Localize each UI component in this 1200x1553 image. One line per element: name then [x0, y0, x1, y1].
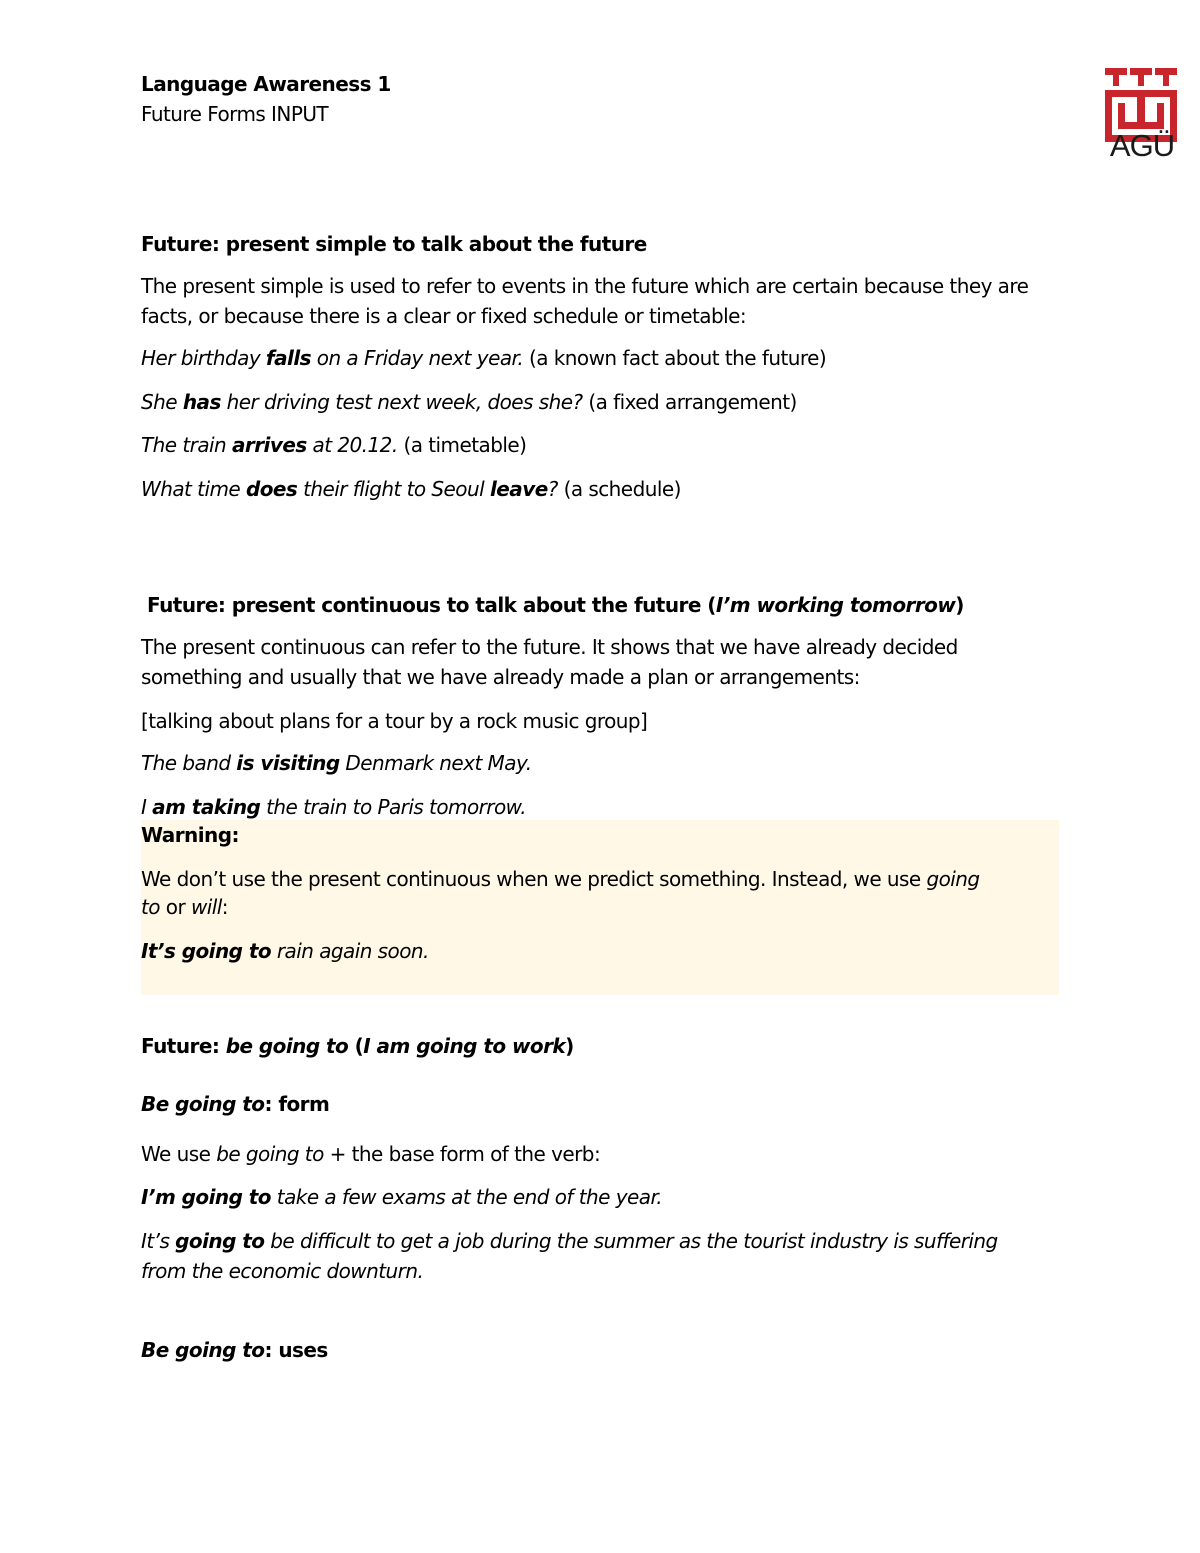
- section3-subheading-form: Be going to: form: [141, 1092, 330, 1116]
- section1-heading: Future: present simple to talk about the future: [141, 232, 647, 256]
- section3-example-1: I’m going to take a few exams at the end of the year.: [141, 1185, 663, 1209]
- section1-example-3: The train arrives at 20.12. (a timetable): [141, 433, 527, 457]
- warning-text-line2: to or will:: [141, 895, 228, 919]
- section2-example-2: I am taking the train to Paris tomorrow.: [141, 795, 527, 819]
- section3-subheading-uses: Be going to: uses: [141, 1338, 328, 1362]
- warning-title: Warning:: [141, 823, 239, 847]
- section3-form-text: We use be going to + the base form of the verb:: [141, 1142, 601, 1166]
- section3-heading: Future: be going to (I am going to work): [141, 1034, 574, 1058]
- warning-example: It’s going to rain again soon.: [141, 939, 429, 963]
- section3-example-2: It’s going to be difficult to get a job during the summer as the tourist industry is suffering from the economic downturn.: [141, 1229, 998, 1283]
- section2-context: [talking about plans for a tour by a rock music group]: [141, 709, 648, 733]
- course-title: Language Awareness 1: [141, 72, 391, 96]
- section1-example-1: Her birthday falls on a Friday next year. (a known fact about the future): [141, 346, 827, 370]
- section2-example-1: The band is visiting Denmark next May.: [141, 751, 532, 775]
- section1-intro: The present simple is used to refer to events in the future which are certain because they are facts, or because there is a clear or fixed schedule or timetable:: [141, 274, 1029, 328]
- logo-wordmark: AGÜ: [1109, 128, 1175, 163]
- section2-intro: The present continuous can refer to the future. It shows that we have already decided something and usually that we have already made a plan or arrangements:: [141, 635, 958, 689]
- section2-heading: Future: present continuous to talk about the future (I’m working tomorrow): [147, 593, 964, 617]
- warning-box: [141, 820, 1059, 995]
- section1-example-2: She has her driving test next week, does she? (a fixed arrangement): [141, 390, 797, 414]
- section1-example-4: What time does their flight to Seoul leave? (a schedule): [141, 477, 681, 501]
- warning-text-line1: We don’t use the present continuous when we predict something. Instead, we use going: [141, 867, 980, 891]
- document-subtitle: Future Forms INPUT: [141, 102, 329, 126]
